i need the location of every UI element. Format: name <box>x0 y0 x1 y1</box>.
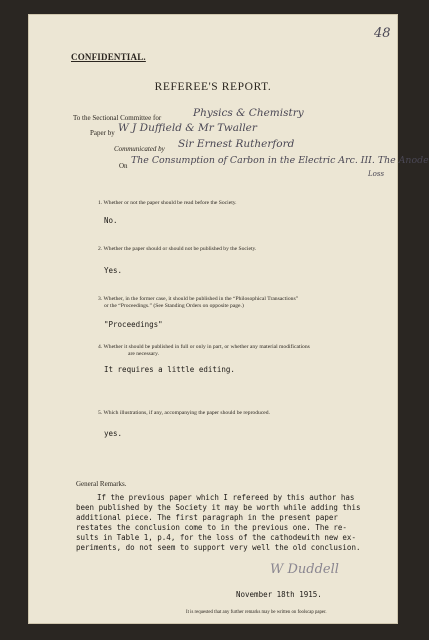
question-1 <box>98 200 237 207</box>
communicated-by-label: Communicated by <box>114 145 165 153</box>
remarks-line: periments, do not seem to support very well the old conclusion. <box>76 543 361 552</box>
referee-signature: W Duddell <box>270 562 339 577</box>
paper-by-label: Paper by <box>90 129 115 137</box>
remarks-line: sults in Table 1, p.4, for the loss of the cathodewith new ex- <box>76 533 356 542</box>
answer-4: It requires a little editing. <box>104 365 235 374</box>
question-number: 5. <box>98 410 103 416</box>
general-remarks-body <box>76 493 360 553</box>
on-value: The Consumption of Carbon in the Electric Arc. III. The Anode <box>131 155 429 166</box>
question-number: 3. <box>98 296 103 302</box>
answer-2: Yes. <box>104 266 123 275</box>
question-number: 2. <box>98 246 103 252</box>
report-sheet <box>28 14 429 624</box>
question-2 <box>98 246 256 253</box>
form-title: REFEREE'S REPORT. <box>154 81 272 93</box>
question-text: Whether it should be published in full or only in part, or whether any material modifications <box>103 344 310 350</box>
footnote: It is requested that any further remarks may be written on foolscap paper. <box>186 610 327 615</box>
on-label: On <box>119 162 128 170</box>
answer-5: yes. <box>104 429 123 438</box>
question-text: or the “Proceedings.” (See Standing Orders on opposite page.) <box>104 303 244 309</box>
answer-3: "Proceedings" <box>104 320 163 329</box>
on-value-continued: Loss <box>368 170 385 178</box>
question-number: 4. <box>98 344 103 350</box>
remarks-line: additional piece. The first paragraph in the present paper <box>76 513 338 522</box>
remarks-line: been published by the Society it may be worth while adding this <box>76 503 361 512</box>
question-text: Whether or not the paper should be read before the Society. <box>103 200 237 206</box>
general-remarks-label: General Remarks. <box>76 480 127 488</box>
remarks-line: If the previous paper which I refereed by this author has <box>97 493 355 502</box>
question-3 <box>98 296 298 310</box>
communicated-by-value: Sir Ernest Rutherford <box>178 138 295 150</box>
remarks-line: restates the conclusion come to in the previous one. The re- <box>76 523 347 532</box>
report-date: November 18th 1915. <box>236 590 322 599</box>
answer-1: No. <box>104 216 118 225</box>
question-4 <box>98 344 310 358</box>
addressee-label: To the Sectional Committee for <box>73 114 162 122</box>
confidential-heading: CONFIDENTIAL. <box>71 52 146 62</box>
addressee-value: Physics & Chemistry <box>193 107 304 119</box>
page-number: 48 <box>374 26 391 41</box>
question-5 <box>98 410 270 417</box>
paper-by-value: W J Duffield & Mr Twaller <box>118 122 257 134</box>
question-text: Which illustrations, if any, accompanying the paper should be reproduced. <box>103 410 270 416</box>
question-text: Whether the paper should or should not be published by the Society. <box>103 246 257 252</box>
question-text: Whether, in the former case, it should be published in the “Philosophical Transactions” <box>103 296 299 302</box>
question-text: are necessary. <box>128 351 160 357</box>
question-number: 1. <box>98 200 103 206</box>
